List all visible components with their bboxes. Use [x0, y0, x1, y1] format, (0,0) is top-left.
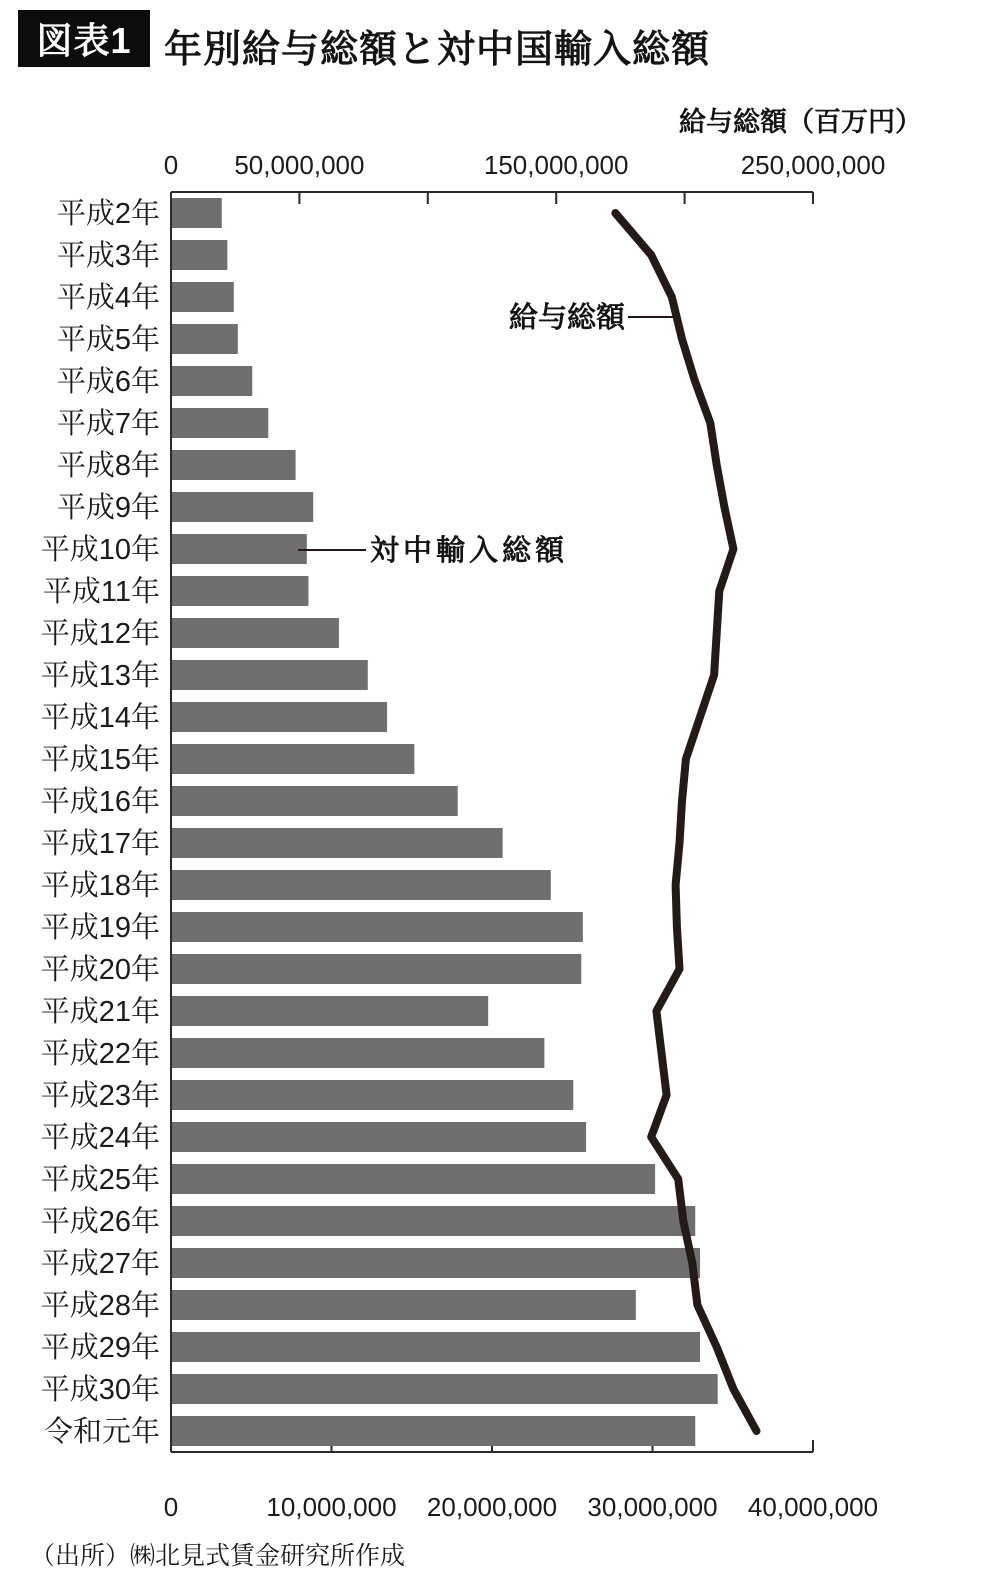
- import-bar: [172, 576, 308, 606]
- year-label: 平成14年: [40, 702, 160, 734]
- import-bar: [172, 408, 268, 438]
- import-bar: [172, 450, 296, 480]
- import-bar: [172, 954, 581, 984]
- year-label: 平成26年: [40, 1206, 160, 1238]
- year-label: 平成10年: [40, 534, 160, 566]
- import-bar: [172, 324, 238, 354]
- year-label: 平成3年: [56, 240, 160, 272]
- bottom-tick-label: 20,000,000: [426, 1492, 558, 1522]
- year-label: 平成6年: [56, 366, 160, 398]
- year-label: 平成7年: [56, 408, 160, 440]
- bottom-tick-label: 40,000,000: [747, 1492, 879, 1522]
- year-label: 平成19年: [40, 912, 160, 944]
- top-axis-ticks: [171, 192, 813, 204]
- year-label: 平成16年: [40, 786, 160, 818]
- import-bar: [172, 1416, 695, 1446]
- import-bar: [172, 1038, 544, 1068]
- year-label: 平成20年: [40, 954, 160, 986]
- top-tick-label: 150,000,000: [483, 150, 629, 180]
- import-bar: [172, 366, 252, 396]
- top-tick-label: 250,000,000: [740, 150, 886, 180]
- year-label: 平成23年: [40, 1080, 160, 1112]
- year-label: 平成21年: [40, 996, 160, 1028]
- figure-number-badge: 図表1: [18, 10, 150, 67]
- import-bar: [172, 1164, 655, 1194]
- bottom-tick-label: 10,000,000: [266, 1492, 397, 1522]
- import-bar: [172, 786, 458, 816]
- salary-annotation-label: 給与総額: [508, 302, 625, 334]
- year-label: 平成30年: [40, 1374, 160, 1406]
- import-bar: [172, 744, 414, 774]
- import-bar: [172, 870, 551, 900]
- import-bar: [172, 828, 503, 858]
- import-bar: [172, 1374, 718, 1404]
- bottom-axis-tick-labels: [164, 1492, 878, 1522]
- year-label: 平成24年: [40, 1122, 160, 1154]
- import-bar: [172, 1080, 573, 1110]
- year-label: 平成22年: [40, 1038, 160, 1070]
- year-label: 平成25年: [40, 1164, 160, 1196]
- year-label: 平成4年: [56, 282, 160, 314]
- import-bar: [172, 240, 227, 270]
- import-bar: [172, 1206, 695, 1236]
- top-axis-title: 給与総額（百万円）: [679, 107, 922, 137]
- import-bar: [172, 660, 368, 690]
- import-bar: [172, 492, 313, 522]
- year-label: 平成11年: [42, 576, 160, 608]
- import-bar: [172, 1122, 586, 1152]
- imports-annotation-label: 対中輸入総額: [370, 535, 569, 567]
- import-bar: [172, 618, 339, 648]
- year-label: 平成17年: [40, 828, 160, 860]
- import-bar: [172, 912, 583, 942]
- year-label: 平成29年: [40, 1332, 160, 1364]
- import-bar: [172, 198, 222, 228]
- year-label: 平成2年: [56, 198, 160, 230]
- top-axis-tick-labels: [164, 150, 886, 180]
- year-labels: [41, 197, 160, 1448]
- import-bar: [172, 1332, 700, 1362]
- year-label: 平成5年: [56, 324, 160, 356]
- import-bar: [172, 702, 387, 732]
- top-tick-label: 0: [163, 150, 179, 180]
- import-bar: [172, 1248, 700, 1278]
- year-label: 令和元年: [43, 1416, 160, 1448]
- year-label: 平成15年: [40, 744, 160, 776]
- top-tick-label: 50,000,000: [234, 150, 365, 180]
- year-label: 平成12年: [40, 618, 160, 650]
- year-label: 平成28年: [40, 1290, 160, 1322]
- import-bar: [172, 1290, 636, 1320]
- import-bar: [172, 534, 307, 564]
- bottom-tick-label: 30,000,000: [587, 1492, 718, 1522]
- figure-title: 年別給与総額と対中国輸入総額: [164, 29, 711, 71]
- year-label: 平成27年: [40, 1248, 160, 1280]
- year-label: 平成13年: [40, 660, 160, 692]
- source-note: （出所）㈱北見式賃金研究所作成: [30, 1542, 406, 1570]
- imports-bars: [172, 198, 718, 1446]
- year-label: 平成8年: [56, 450, 160, 482]
- bottom-tick-label: 0: [163, 1492, 179, 1522]
- year-label: 平成18年: [40, 870, 160, 902]
- import-bar: [172, 996, 488, 1026]
- import-bar: [172, 282, 234, 312]
- year-label: 平成9年: [56, 492, 160, 524]
